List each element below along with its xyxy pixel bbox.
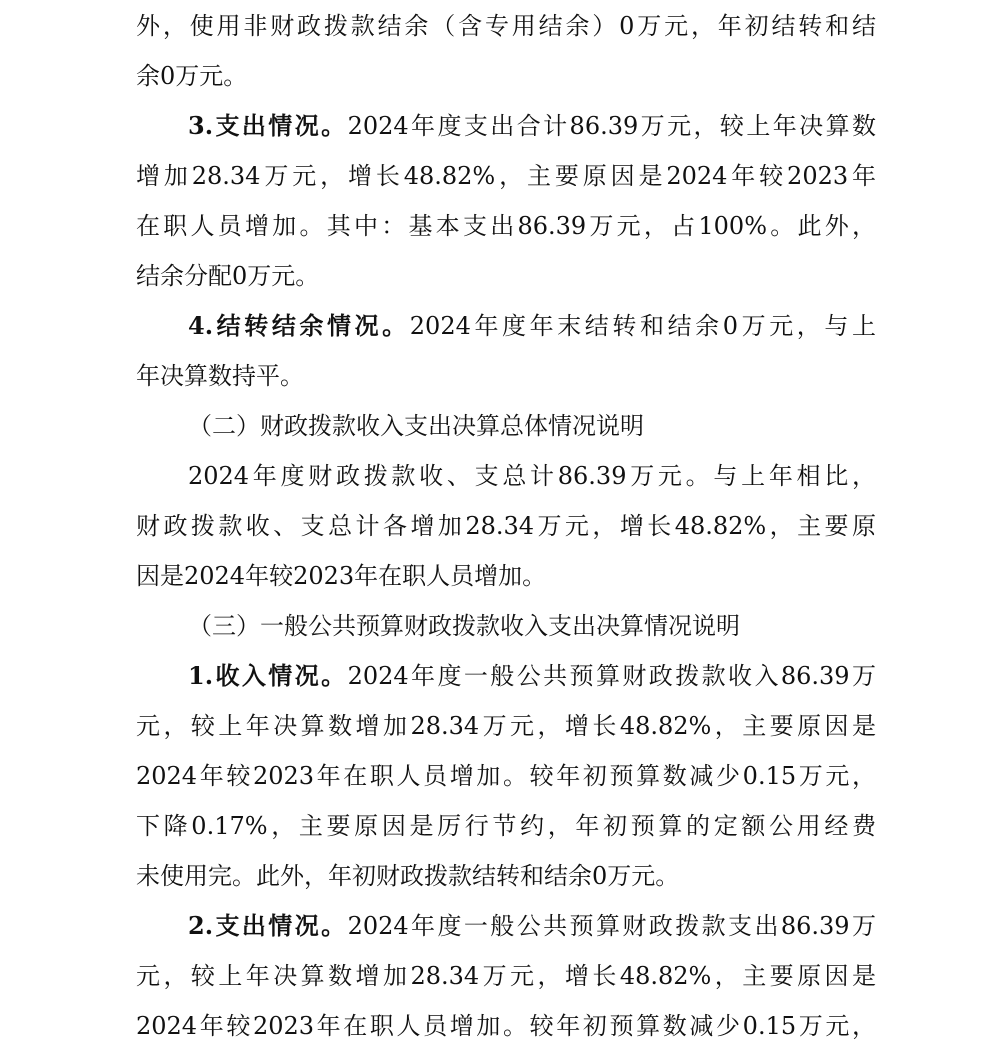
section-heading-text: （三）一般公共预算财政拨款收入支出决算情况说明 <box>188 612 740 640</box>
text-line <box>136 556 876 596</box>
text-line-content: 因是2024年较2023年在职人员增加。 <box>136 562 547 590</box>
text-line-content: 下降0.17%，主要原因是厉行节约，年初预算的定额公用经费 <box>136 812 876 840</box>
text-line-content: 元，较上年决算数增加28.34万元，增长48.82%，主要原因是 <box>136 712 876 740</box>
paragraph-lead: 1.收入情况。 <box>188 661 348 690</box>
text-line <box>136 1006 876 1046</box>
text-line <box>136 6 876 46</box>
text-line-content: 2024年度年末结转和结余0万元，与上 <box>409 312 876 340</box>
text-line <box>136 256 876 296</box>
text-line <box>136 356 876 396</box>
text-line <box>136 206 876 246</box>
section-heading-text: （二）财政拨款收入支出决算总体情况说明 <box>188 412 644 440</box>
text-line <box>136 56 876 96</box>
text-line <box>136 806 876 846</box>
text-line-content: 2024年较2023年在职人员增加。较年初预算数减少0.15万元， <box>136 762 876 790</box>
section-heading <box>136 406 876 446</box>
paragraph-lead: 2.支出情况。 <box>188 911 348 940</box>
text-line-content: 在职人员增加。其中：基本支出86.39万元，占100%。此外， <box>136 212 876 240</box>
text-line <box>136 156 876 196</box>
text-line-content: 2024年度一般公共预算财政拨款收入86.39万 <box>347 662 876 690</box>
section-heading <box>136 606 876 646</box>
text-line-content: 2024年度一般公共预算财政拨款支出86.39万 <box>347 912 876 940</box>
text-line-content: 财政拨款收、支总计各增加28.34万元，增长48.82%，主要原 <box>136 512 876 540</box>
text-line-content: 2024年度支出合计86.39万元，较上年决算数 <box>347 112 876 140</box>
text-line <box>136 756 876 796</box>
paragraph-heading-line <box>136 656 876 696</box>
text-line <box>136 856 876 896</box>
text-line-content: 未使用完。此外，年初财政拨款结转和结余0万元。 <box>136 862 680 890</box>
text-line-content: 元，较上年决算数增加28.34万元，增长48.82%，主要原因是 <box>136 962 876 990</box>
text-line-content: 余0万元。 <box>136 62 248 90</box>
text-line-content: 2024年度财政拨款收、支总计86.39万元。与上年相比， <box>188 462 876 490</box>
paragraph-lead: 3.支出情况。 <box>188 111 348 140</box>
paragraph-lead: 4.结转结余情况。 <box>188 311 410 340</box>
text-line-content: 外，使用非财政拨款结余（含专用结余）0万元，年初结转和结 <box>136 12 876 40</box>
text-line-content: 2024年较2023年在职人员增加。较年初预算数减少0.15万元， <box>136 1012 876 1040</box>
paragraph-heading-line <box>136 906 876 946</box>
text-line-content: 结余分配0万元。 <box>136 262 320 290</box>
text-line <box>136 506 876 546</box>
text-line-content: 年决算数持平。 <box>136 362 304 390</box>
text-line <box>136 456 876 496</box>
text-line <box>136 956 876 996</box>
paragraph-heading-line <box>136 306 876 346</box>
paragraph-heading-line <box>136 106 876 146</box>
text-line-content: 增加28.34万元，增长48.82%，主要原因是2024年较2023年 <box>136 162 876 190</box>
text-line <box>136 706 876 746</box>
